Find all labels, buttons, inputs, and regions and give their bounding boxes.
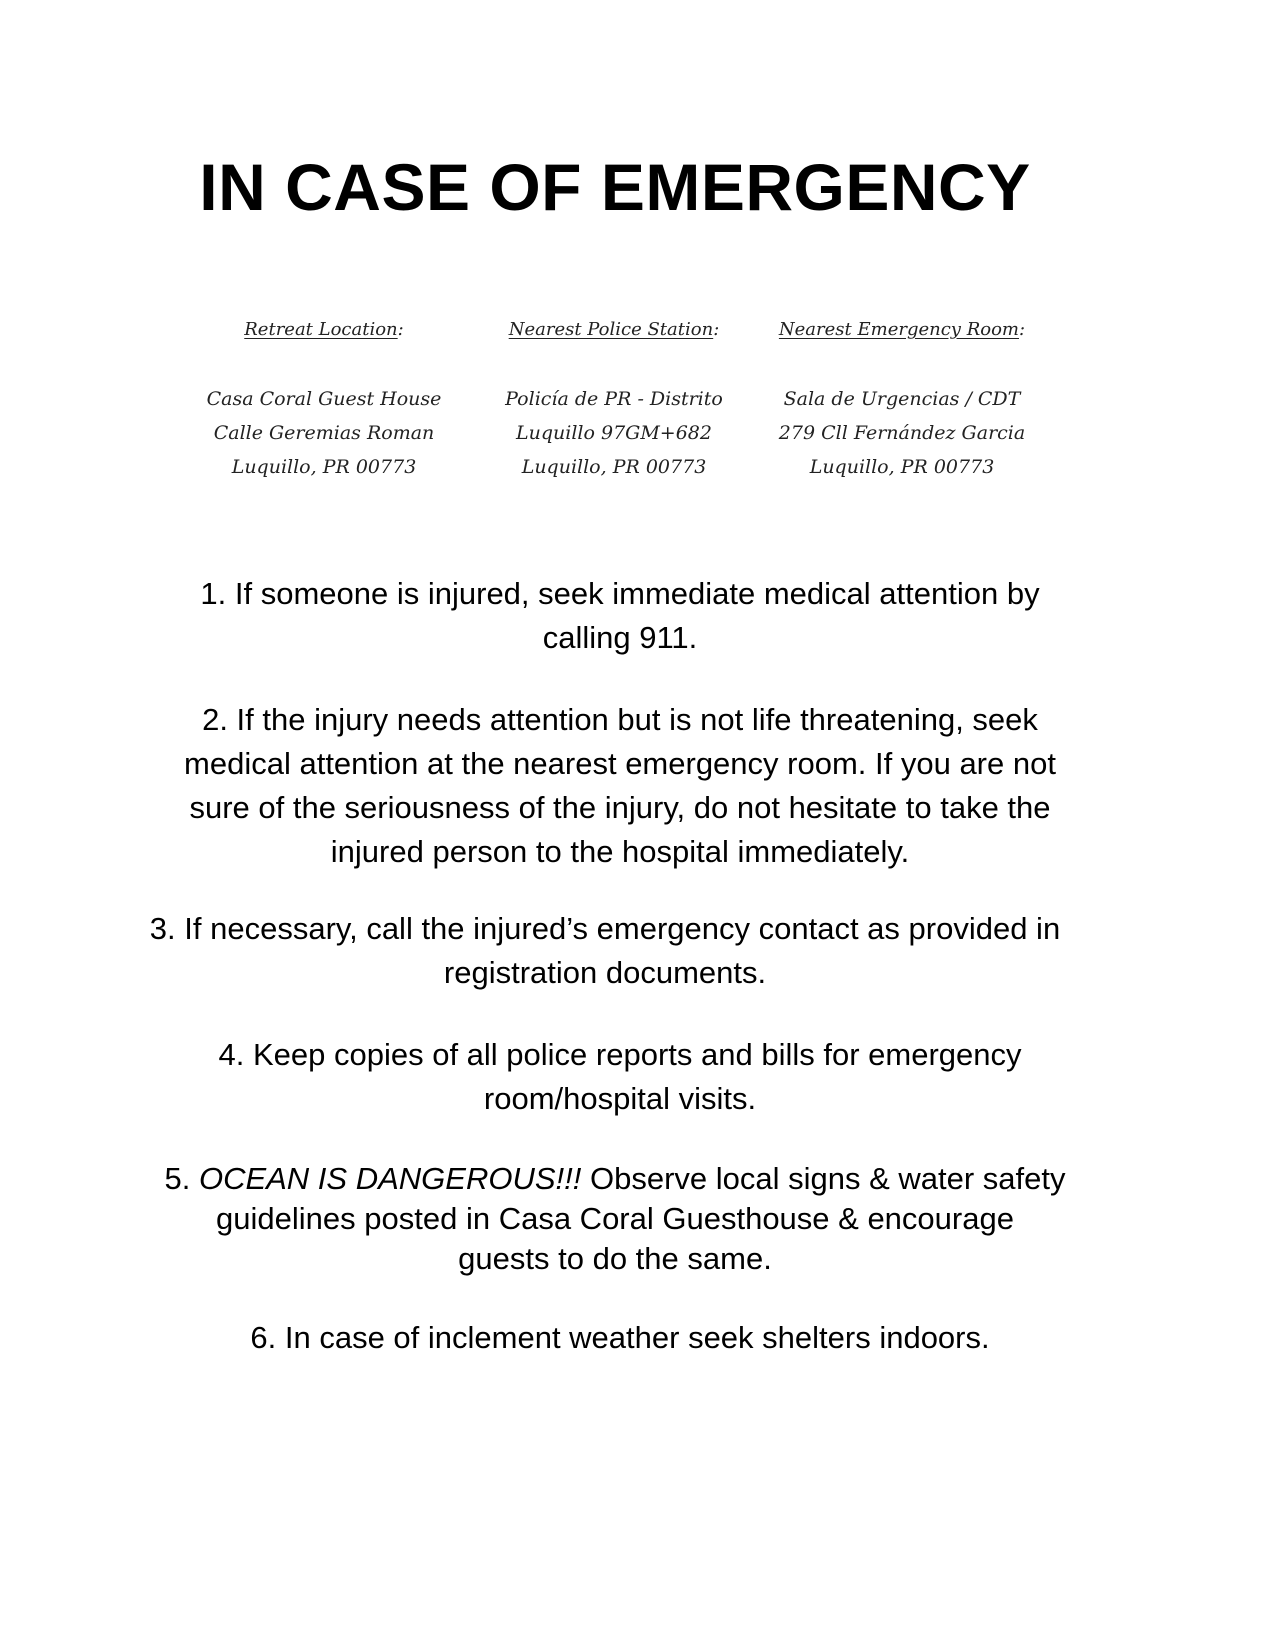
instruction-1 bbox=[150, 572, 1090, 660]
column-heading: Nearest Police Station: bbox=[508, 319, 720, 340]
instruction-line: injured person to the hospital immediately. bbox=[330, 834, 910, 869]
address-line: Luquillo, PR 00773 bbox=[231, 456, 417, 478]
instruction-2 bbox=[140, 698, 1100, 874]
page-title: IN CASE OF EMERGENCY bbox=[199, 150, 1031, 224]
address-line: 279 Cll Fernández Garcia bbox=[778, 422, 1026, 444]
instruction-line: medical attention at the nearest emergency room. If you are not bbox=[184, 746, 1056, 781]
column-heading: Nearest Emergency Room: bbox=[778, 319, 1026, 340]
instruction-line: sure of the seriousness of the injury, do not hesitate to take the bbox=[189, 790, 1051, 825]
instruction-line: room/hospital visits. bbox=[483, 1081, 757, 1116]
instruction-line: 3. If necessary, call the injured’s emergency contact as provided in bbox=[149, 911, 1061, 946]
address-line: Luquillo 97GM+682 bbox=[516, 422, 712, 444]
address-line: Policía de PR - Distrito bbox=[505, 388, 723, 410]
instruction-4 bbox=[150, 1033, 1090, 1121]
address-line: Luquillo, PR 00773 bbox=[521, 456, 707, 478]
instruction-line: 6. In case of inclement weather seek shelters indoors. bbox=[250, 1320, 990, 1355]
instruction-line: guidelines posted in Casa Coral Guesthouse & encourage bbox=[216, 1201, 1014, 1236]
instruction-line: 4. Keep copies of all police reports and bills for emergency bbox=[218, 1037, 1022, 1072]
instruction-line: 2. If the injury needs attention but is not life threatening, seek bbox=[202, 702, 1038, 737]
instruction-line: 5. OCEAN IS DANGEROUS!!! Observe local signs & water safety bbox=[164, 1161, 1066, 1196]
address-line: Casa Coral Guest House bbox=[206, 388, 442, 410]
instruction-line: 1. If someone is injured, seek immediate medical attention by bbox=[200, 576, 1040, 611]
instruction-5 bbox=[120, 1159, 1110, 1279]
address-line: Luquillo, PR 00773 bbox=[809, 456, 995, 478]
column-heading: Retreat Location: bbox=[244, 319, 404, 340]
nearest-emergency-room bbox=[772, 318, 1032, 484]
instruction-line: guests to do the same. bbox=[458, 1241, 772, 1276]
instruction-6 bbox=[140, 1316, 1100, 1360]
instruction-line: registration documents. bbox=[443, 955, 767, 990]
instruction-3 bbox=[110, 907, 1100, 995]
address-line: Sala de Urgencias / CDT bbox=[783, 388, 1021, 410]
instruction-line: calling 911. bbox=[542, 620, 698, 655]
nearest-police-station bbox=[484, 318, 744, 484]
ocean-warning: OCEAN IS DANGEROUS!!! bbox=[198, 1161, 582, 1196]
retreat-location bbox=[194, 318, 454, 484]
address-line: Calle Geremias Roman bbox=[213, 422, 435, 444]
